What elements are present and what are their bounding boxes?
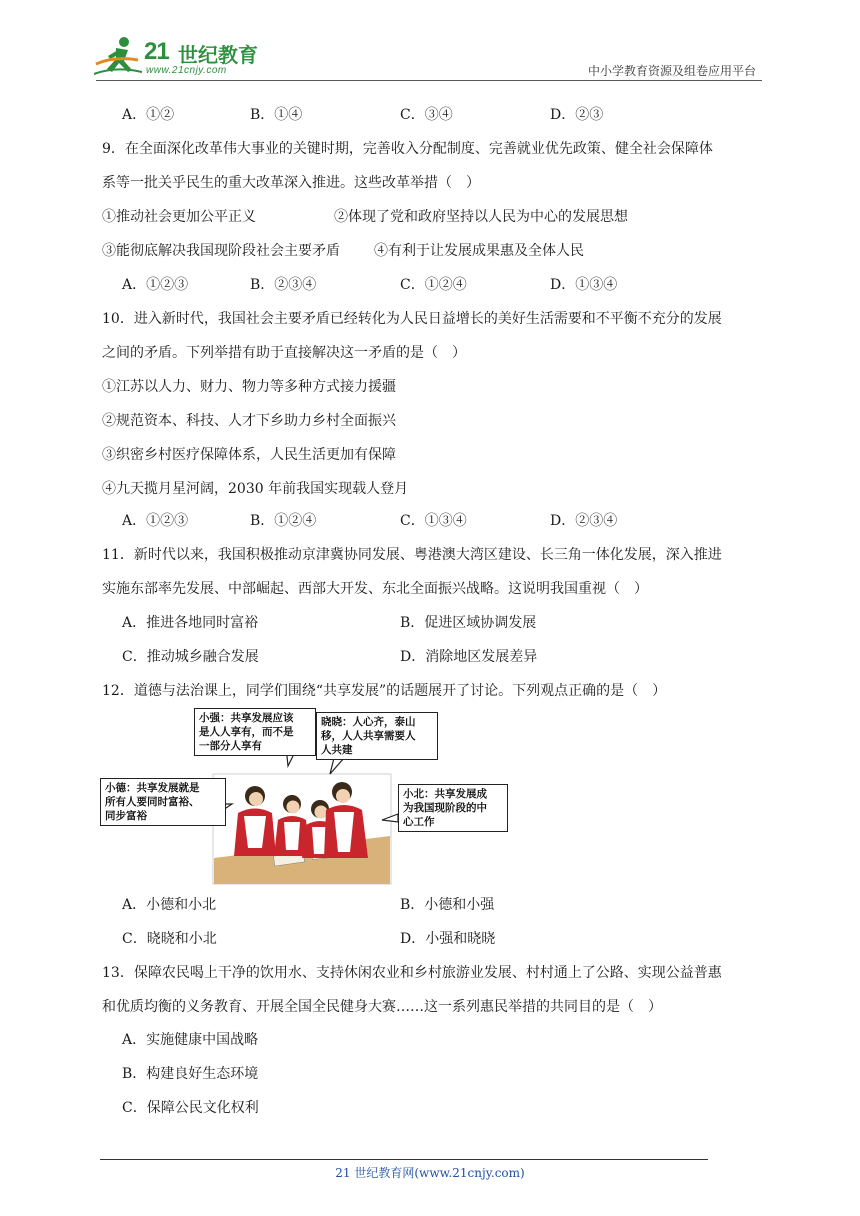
q9-item-2: ②体现了党和政府坚持以人民为中心的发展思想 [334, 209, 628, 225]
bubble-line: 人共建 [321, 744, 353, 756]
q12-option-c[interactable]: C．晓晓和小北 [122, 931, 217, 947]
speech-bubble-xiaoxiao [316, 712, 438, 760]
bubble-line: 移，人人共享需要人 [321, 730, 416, 742]
q10-option-d[interactable]: D．②③④ [550, 513, 618, 529]
q9-stem-line2: 系等一批关乎民生的重大改革深入推进。这些改革举措（ ） [102, 175, 480, 191]
speech-bubble-xiaobei [398, 784, 508, 832]
q13-option-c[interactable]: C．保障公民文化权利 [122, 1100, 259, 1116]
bubble-line: 一部分人享有 [199, 740, 262, 752]
q12-option-b[interactable]: B．小德和小强 [400, 897, 495, 913]
q10-stem-line2: 之间的矛盾。下列举措有助于直接解决这一矛盾的是（ ） [102, 345, 466, 361]
q10-stem-line1: 10．进入新时代，我国社会主要矛盾已经转化为人民日益增长的美好生活需要和不平衡不充分的发展 [102, 311, 722, 327]
speech-bubble-xiaoqiang [194, 708, 316, 756]
q9-option-a[interactable]: A．①②③ [122, 277, 189, 293]
speech-bubble-xiaode [100, 778, 226, 826]
q9-option-c[interactable]: C．①②④ [400, 277, 467, 293]
q13-option-b[interactable]: B．构建良好生态环境 [122, 1066, 259, 1082]
q10-option-c[interactable]: C．①③④ [400, 513, 467, 529]
bubble-line: 小强：共享发展应该 [199, 712, 294, 724]
footer-divider [100, 1159, 708, 1160]
q11-option-a[interactable]: A．推进各地同时富裕 [122, 615, 259, 631]
q8-option-a[interactable]: A．①② [122, 107, 175, 123]
q9-item-1: ①推动社会更加公平正义 [102, 209, 256, 225]
q10-item-1: ①江苏以人力、财力、物力等多种方式接力援疆 [102, 379, 396, 395]
q9-option-d[interactable]: D．①③④ [550, 277, 618, 293]
platform-name: 中小学教育资源及组卷应用平台 [587, 64, 756, 78]
q12-option-d[interactable]: D．小强和晓晓 [400, 931, 496, 947]
q8-option-d[interactable]: D．②③ [550, 107, 604, 123]
q9-option-b[interactable]: B．②③④ [250, 277, 317, 293]
header-divider [96, 80, 762, 81]
q12-option-a[interactable]: A．小德和小北 [122, 897, 217, 913]
bubble-line: 心工作 [403, 816, 435, 828]
q9-item-3: ③能彻底解决我国现阶段社会主要矛盾 [102, 243, 340, 259]
bubble-line: 所有人要同时富裕、 [105, 796, 200, 808]
q9-item-4: ④有利于让发展成果惠及全体人民 [374, 243, 584, 259]
bubble-line: 为我国现阶段的中 [403, 802, 487, 814]
q8-option-c[interactable]: C．③④ [400, 107, 453, 123]
logo-text: 世纪教育 [178, 43, 258, 67]
bubble-line: 小北：共享发展成 [403, 788, 487, 800]
bubble-line: 是人人享有，而不是 [199, 726, 294, 738]
q10-item-2: ②规范资本、科技、人才下乡助力乡村全面振兴 [102, 413, 396, 429]
q11-option-c[interactable]: C．推动城乡融合发展 [122, 649, 259, 665]
discussion-cartoon [98, 708, 510, 886]
footer-link[interactable]: 21 世纪教育网(www.21cnjy.com) [335, 1166, 525, 1180]
q11-option-d[interactable]: D．消除地区发展差异 [400, 649, 538, 665]
q10-option-b[interactable]: B．①②④ [250, 513, 317, 529]
q13-stem-line2: 和优质均衡的义务教育、开展全国全民健身大赛……这一系列惠民举措的共同目的是（ ） [102, 999, 662, 1015]
q10-option-a[interactable]: A．①②③ [122, 513, 189, 529]
q11-option-b[interactable]: B．促进区域协调发展 [400, 615, 537, 631]
bubble-line: 同步富裕 [105, 810, 147, 822]
q12-stem: 12．道德与法治课上，同学们围绕“共享发展”的话题展开了讨论。下列观点正确的是（ ） [102, 683, 667, 699]
logo-url: www.21cnjy.com [146, 65, 227, 76]
bubble-line: 小德：共享发展就是 [105, 782, 200, 794]
logo-number: 21 [144, 38, 169, 65]
q13-option-a[interactable]: A．实施健康中国战略 [122, 1032, 259, 1048]
q8-option-b[interactable]: B．①④ [250, 107, 303, 123]
runner-icon [94, 34, 144, 78]
site-logo [94, 34, 264, 78]
q10-item-3: ③织密乡村医疗保障体系，人民生活更加有保障 [102, 447, 396, 463]
q11-stem-line2: 实施东部率先发展、中部崛起、西部大开发、东北全面振兴战略。这说明我国重视（ ） [102, 581, 648, 597]
q13-stem-line1: 13．保障农民喝上干净的饮用水、支持休闲农业和乡村旅游业发展、村村通上了公路、实现公益普惠 [102, 965, 722, 981]
bubble-line: 晓晓：人心齐，泰山 [321, 716, 416, 728]
q11-stem-line1: 11．新时代以来，我国积极推动京津冀协同发展、粤港澳大湾区建设、长三角一体化发展，深入推进 [102, 547, 722, 563]
q10-item-4: ④九天揽月星河阔，2030 年前我国实现载人登月 [102, 481, 409, 497]
q9-stem-line1: 9．在全面深化改革伟大事业的关键时期，完善收入分配制度、完善就业优先政策、健全社会保障体 [102, 141, 713, 157]
